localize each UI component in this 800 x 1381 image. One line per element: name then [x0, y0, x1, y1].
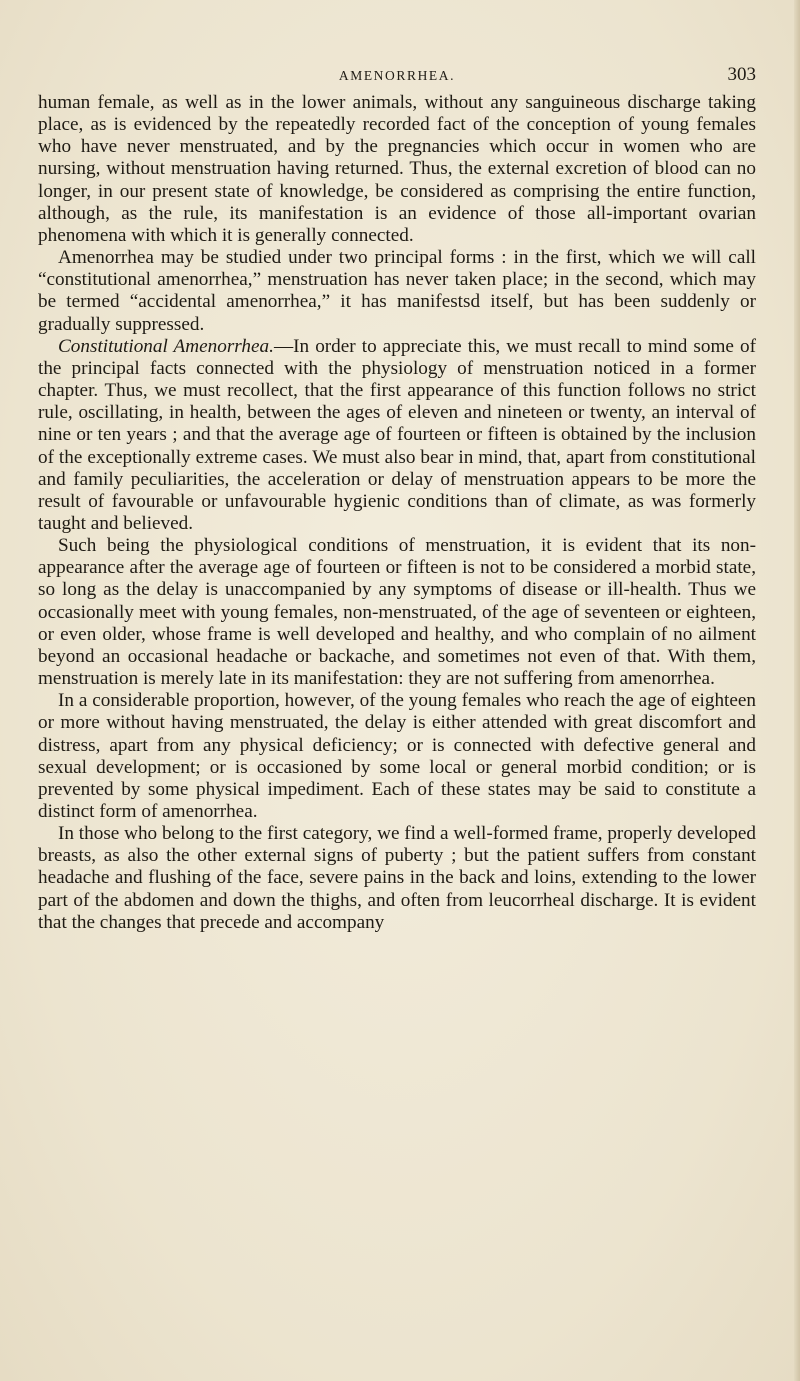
- paragraph-text: human female, as well as in the lower animals, without any sanguineous discharge taking place, as is evidenced by the repeatedly recorded fact of the conception of young females who have never menstruated, and by the pregnancies which occur in women who are nursing, without menstruation having returned. Thus, the external excretion of blood can no longer, in our present state of knowledge, be considered as comprising the entire function, although, as the rule, its manifestation is an evidence of those all-important ovarian phenomena with which it is generally connected.: [38, 92, 756, 246]
- section-heading: Constitutional Amenorrhea.: [58, 335, 274, 357]
- paragraph-text: In a considerable proportion, however, of the young females who reach the age of eighteen or more without having menstruated, the delay is either attended with great discomfort and distress, apart from any physical deficiency; or is connected with defective general and sexual development; or is occasioned by some local or general morbid condition; or is prevented by some physical impediment. Each of these states may be said to constitute a distinct form of amenorrhea.: [38, 690, 756, 822]
- running-header: [38, 64, 756, 88]
- page-number: 303: [727, 64, 756, 85]
- paragraph: [38, 92, 756, 247]
- paragraph: [38, 823, 756, 934]
- page-edge: [794, 0, 800, 1381]
- paragraph: [38, 247, 756, 336]
- paragraph: [38, 535, 756, 690]
- running-title: AMENORRHEA.: [338, 68, 456, 83]
- body-text: [38, 92, 756, 934]
- paragraph-text: Amenorrhea may be studied under two principal forms : in the first, which we will call “constitutional amenorrhea,” menstruation has never taken place; in the second, which may be termed “accidental amenorrhea,” it has manifestsd itself, but has been suddenly or gradually suppressed.: [38, 247, 756, 335]
- paragraph: [38, 336, 756, 535]
- paragraph: [38, 690, 756, 823]
- paragraph-text: Such being the physiological conditions of menstruation, it is evident that its non-appearance after the average age of fourteen or fifteen is not to be considered a morbid state, so long as the delay is unaccompanied by any symptoms of disease or ill-health. Thus we occasionally meet with young females, non-menstruated, of the age of seventeen or eighteen, or even older, whose frame is well developed and healthy, and who complain of no ailment beyond an occasional headache or backache, and sometimes not even of that. With them, menstruation is merely late in its manifestation: they are not suffering from amenorrhea.: [38, 535, 756, 690]
- paragraph-text: In those who belong to the first category, we find a well-formed frame, properly developed breasts, as also the other external signs of puberty ; but the patient suffers from constant headache and flushing of the face, severe pains in the back and loins, extending to the lower part of the abdomen and down the thighs, and often from leucorrheal discharge. It is evident that the changes that precede and accompany: [38, 823, 756, 933]
- paragraph-text: —In order to appreciate this, we must recall to mind some of the principal facts connected with the physiology of menstruation noticed in a former chapter. Thus, we must recollect, that the first appearance of this function follows no strict rule, oscillating, in health, between the ages of eleven and nineteen or twenty, an interval of nine or ten years ; and that the average age of fourteen or fifteen is obtained by the inclusion of the exceptionally extreme cases. We must also bear in mind, that, apart from constitutional and family peculiarities, the acceleration or delay of menstruation appears to be more the result of favourable or unfavourable hygienic conditions than of climate, as was formerly taught and believed.: [38, 335, 757, 534]
